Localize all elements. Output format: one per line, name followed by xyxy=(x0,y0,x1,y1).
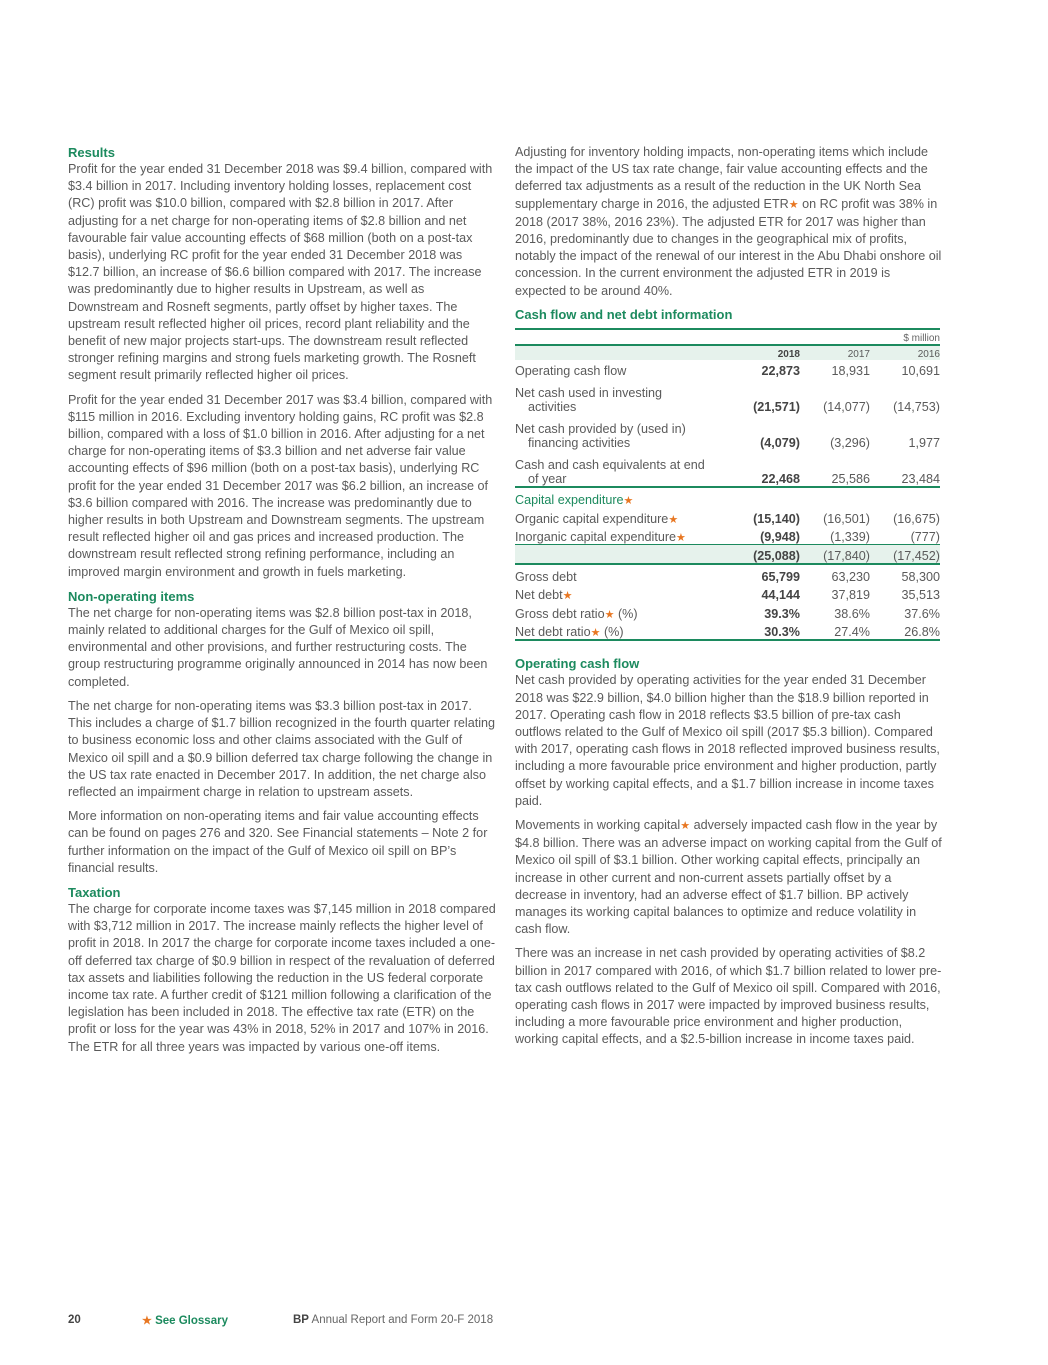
etr-text-1: Adjusting for inventory holding impacts, non-operating items which include the impact of the US tax rate change, fair value accounting effects and the deferred tax adjustments as a result of the reduction in the UK North Sea supplementary charge in 2016, the adjusted ETR xyxy=(515,145,929,211)
value-2017: (16,501) xyxy=(823,511,870,526)
row-label-text: Net debt xyxy=(515,588,563,603)
capex-subheading xyxy=(515,487,940,507)
results-paragraph-1: Profit for the year ended 31 December 2018 was $9.4 billion, compared with $3.4 billion in 2017. Including inventory holding losses, replacement cost (RC) profit was $10.0 billion, compared with $2.8 billion in 2017. After adjusting for a net charge for non-operating items of $2.8 billion and net favourable fair value accounting effects of $68 million (both on a post-tax basis), underlying RC profit for the year ended 31 December 2018 was $12.7 billion, an increase of $6.6 billion compared with 2017. The increase was predominantly due to higher results in Upstream, as well as Downstream and Rosneft segments, partly offset by higher taxes. The upstream result reflected higher oil prices, record plant reliability and the benefit of new major projects start-ups. The downstream result reflected stronger refining margins and strong fuels marketing growth. The Rosneft segment result primarily reflected higher oil prices. xyxy=(68,162,493,383)
cash-flow-table-heading: Cash flow and net debt information xyxy=(515,306,733,322)
row-label-text: Organic capital expenditure xyxy=(515,511,669,526)
value-2018: (4,079) xyxy=(760,436,800,451)
row-label-suffix: (%) xyxy=(600,625,624,640)
row-label xyxy=(515,378,716,414)
etr-text-2: on RC profit was 38% in 2018 (2017 38%, 2016 23%). The adjusted ETR for 2017 was higher than 2016, predominantly due to changes in the geographical mix of profits, notably the impact of the renewal of our interest in the Abu Dhabi onshore oil concession. In the current environment the adjusted ETR in 2019 is expected to be around 40%. xyxy=(515,196,942,298)
ocf-p2-text-1: Movements in working capital xyxy=(515,817,681,832)
year-header-2018: 2018 xyxy=(716,345,800,360)
cash-flow-table-block xyxy=(515,306,943,642)
value-2017: (3,296) xyxy=(830,436,870,451)
row-label xyxy=(515,584,716,603)
row-label-line-1: Cash and cash equivalents at end xyxy=(515,458,705,473)
glossary-star-icon: ★ xyxy=(142,1315,152,1327)
see-glossary-link[interactable] xyxy=(142,1314,228,1327)
glossary-star-icon: ★ xyxy=(788,198,799,211)
year-header-2016: 2016 xyxy=(870,345,940,360)
brand-name: BP xyxy=(293,1314,309,1326)
table-row xyxy=(515,360,940,379)
glossary-star-icon: ★ xyxy=(680,819,691,832)
value-2017: 25,586 xyxy=(800,450,870,487)
glossary-star-icon: ★ xyxy=(668,513,679,526)
row-label xyxy=(515,564,716,584)
taxation-paragraph-1: The charge for corporate income taxes was $7,145 million in 2018 compared with $3,712 million in 2017. The increase mainly reflects the higher level of profit in 2018. In 2017 the charge for corporate income taxes included a one-off deferred tax charge of $0.9 billion in respect of the revaluation of deferred tax assets and liabilities following the reduction in the US federal corporate income tax rate. A further credit of $121 million following a clarification of the legislation has been included in 2018. The effective tax rate (ETR) on the profit or loss for the year was 43% in 2018, 52% in 2017 and 107% in 2016. The ETR for all three years was impacted by various one-off items. xyxy=(68,901,496,1054)
year-header-2017: 2017 xyxy=(800,345,870,360)
value-2018: (21,571) xyxy=(753,400,800,415)
row-label xyxy=(515,526,716,545)
value-2018: 22,468 xyxy=(716,450,800,487)
table-row xyxy=(515,507,940,526)
table-row xyxy=(515,450,940,487)
value-2017: 37,819 xyxy=(831,588,870,603)
glossary-star-icon: ★ xyxy=(623,495,634,508)
row-label-text: Gross debt ratio xyxy=(515,606,605,621)
non-operating-paragraph-3: More information on non-operating items and fair value accounting effects can be found on pages 276 and 320. See Financial statements – Note 2 for further information on the impact of the Gulf of Mexico oil spill on BP’s financial results. xyxy=(68,809,488,875)
value-2016: 10,691 xyxy=(901,364,940,379)
table-row xyxy=(515,584,940,603)
ocf-p2-text-2: adversely impacted cash flow in the year by $4.8 billion. There was an adverse impact on working capital from the Gulf of Mexico oil spill of $3.1 billion. Other working capital effects, principally an increase in other current and non-current assets partially offset by a decrease in inventory, had an adverse effect of $1.7 billion. BP actively manages its working capital balances to optimize and reduce volatility in cash flow. xyxy=(515,817,942,937)
row-label-suffix: (%) xyxy=(614,606,638,621)
operating-cash-flow-paragraph-1: Net cash provided by operating activities for the year ended 31 December 2018 was $22.9 billion, $4.0 billion higher than the $18.9 billion reported in 2017. Operating cash flow in 2018 reflects $3.5 billion of pre-tax cash outflows related to the Gulf of Mexico oil spill (2017 $5.3 billion). Compared with 2017, operating cash flows in 2018 reflected improved business results, including a more favourable price environment and higher production, partly offset by working capital effects, and a $1.7 billion increase in income taxes paid. xyxy=(515,673,940,808)
value-2016: (14,753) xyxy=(893,400,940,415)
value-2016: 35,513 xyxy=(901,588,940,603)
operating-cash-flow-paragraph-2 xyxy=(515,817,943,938)
row-label xyxy=(515,414,716,450)
operating-cash-flow-heading: Operating cash flow xyxy=(515,656,640,672)
value-2016: 26.8% xyxy=(870,621,940,641)
table-row xyxy=(515,621,940,641)
unit-row xyxy=(515,329,940,345)
value-2018: 39.3% xyxy=(764,606,800,621)
capex-subheading-row xyxy=(515,487,940,507)
value-2017: 38.6% xyxy=(834,606,870,621)
value-2016: (16,675) xyxy=(893,511,940,526)
value-2017: 27.4% xyxy=(800,621,870,641)
non-operating-paragraph-1: The net charge for non-operating items was $2.8 billion post-tax in 2018, mainly related to additional charges for the Gulf of Mexico oil spill, environmental and other provisions, and further restructuring costs. The group restructuring programme originally announced in 2014 has now been completed. xyxy=(68,605,488,689)
value-2018: 44,144 xyxy=(761,588,800,603)
value-2017: (14,077) xyxy=(823,400,870,415)
non-operating-paragraph-2: The net charge for non-operating items was $3.3 billion post-tax in 2017. This includes a charge of $1.7 billion recognized in the fourth quarter relating to business economic loss and other claims associated with the Gulf of Mexico oil spill and a $0.9 billion deferred tax charge following the change in the US tax rate enacted in December 2017. In addition, the net charge also reflected an impairment charge in relation to upstream assets. xyxy=(68,698,496,799)
row-label xyxy=(515,507,716,526)
capex-total-2018: (25,088) xyxy=(716,545,800,565)
value-2018: 22,873 xyxy=(761,364,800,379)
results-paragraph-2: Profit for the year ended 31 December 2017 was $3.4 billion, compared with $115 million in 2016. Excluding inventory holding gains, RC profit was $2.8 billion, compared with a loss of $1.0 billion in 2016. After adjusting for a net charge for non-operating items of $3.3 billion and net adverse fair value accounting effects of $96 million (both on a post-tax basis), underlying RC profit for the year ended 31 December 2017 was $6.2 billion, an increase of $3.6 billion compared with 2016. The increase was predominantly due to higher results in both Upstream and Downstream segments. The upstream result reflected higher oil and gas prices and increased production. The downstream result reflected strong refining performance, including an improved margin environment and growth in fuels marketing. xyxy=(68,392,493,579)
etr-paragraph xyxy=(515,144,943,300)
results-heading: Results xyxy=(68,145,115,160)
table-row xyxy=(515,564,940,584)
report-title xyxy=(293,1314,493,1326)
value-2018: (15,140) xyxy=(753,511,800,526)
report-title-text: Annual Report and Form 20-F 2018 xyxy=(308,1314,494,1326)
table-row xyxy=(515,526,940,545)
row-label xyxy=(515,450,716,487)
glossary-star-icon: ★ xyxy=(604,608,615,621)
value-2017: 63,230 xyxy=(831,569,870,584)
row-label-line-2: activities xyxy=(528,400,577,415)
glossary-star-icon: ★ xyxy=(590,627,601,640)
row-label-line-1: Net cash used in investing xyxy=(515,386,663,401)
value-2016: (777) xyxy=(910,530,940,545)
capex-total-2017: (17,840) xyxy=(800,545,870,565)
row-label-text: Net debt ratio xyxy=(515,625,591,640)
non-operating-heading: Non-operating items xyxy=(68,588,195,604)
page-number: 20 xyxy=(68,1314,81,1326)
row-label xyxy=(515,621,716,641)
left-column xyxy=(68,144,496,1056)
capex-total-row xyxy=(515,545,940,565)
value-2016: 37.6% xyxy=(904,606,940,621)
value-2017: 18,931 xyxy=(831,364,870,379)
see-glossary-label: See Glossary xyxy=(155,1315,228,1327)
table-row xyxy=(515,602,940,621)
operating-cash-flow-paragraph-3: There was an increase in net cash provided by operating activities of $8.2 billion in 2017 compared with 2016, of which $1.7 billion related to lower pre-tax cash outflows related to the Gulf of Mexico oil spill. Compared with 2016, operating cash flows in 2017 were impacted by improved business results, including a more favourable price environment and higher production, working capital effects, and a $2.5-billion increase in income taxes paid. xyxy=(515,946,942,1047)
capex-total-2016: (17,452) xyxy=(870,545,940,565)
glossary-star-icon: ★ xyxy=(676,532,686,545)
capex-subheading-text: Capital expenditure xyxy=(515,493,624,508)
value-2016: 23,484 xyxy=(870,450,940,487)
row-label-line-1: Operating cash flow xyxy=(515,364,627,379)
glossary-star-icon: ★ xyxy=(562,590,573,603)
unit-label: $ million xyxy=(515,329,940,345)
right-column xyxy=(515,144,943,1049)
table-row xyxy=(515,414,940,450)
row-label-line-1: Net cash provided by (used in) xyxy=(515,422,686,437)
table-row xyxy=(515,378,940,414)
taxation-heading: Taxation xyxy=(68,884,121,900)
row-label-text: Gross debt xyxy=(515,569,577,584)
row-label xyxy=(515,602,716,621)
header-empty xyxy=(515,345,716,360)
row-label xyxy=(515,360,716,379)
row-label-line-2: of year xyxy=(528,472,567,487)
cash-flow-table xyxy=(515,328,940,642)
year-header-row xyxy=(515,345,940,360)
value-2017: (1,339) xyxy=(830,530,870,545)
row-label-line-2: financing activities xyxy=(528,436,631,451)
value-2018: 65,799 xyxy=(761,569,800,584)
total-label xyxy=(515,545,716,565)
value-2018: 30.3% xyxy=(716,621,800,641)
value-2016: 58,300 xyxy=(901,569,940,584)
value-2018: (9,948) xyxy=(760,530,800,545)
row-label-text: Inorganic capital expenditure xyxy=(515,530,677,545)
value-2016: 1,977 xyxy=(908,436,940,451)
